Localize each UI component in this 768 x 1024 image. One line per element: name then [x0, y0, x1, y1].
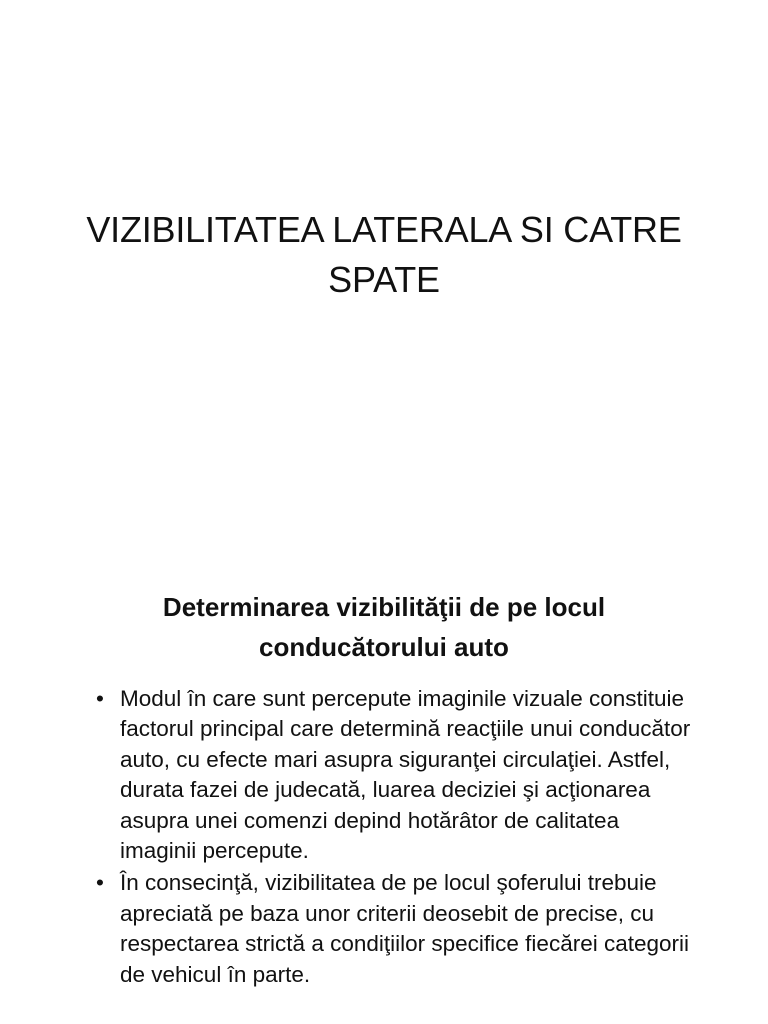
- list-item: [96, 868, 696, 990]
- bullet-text: Modul în care sunt percepute imaginile vizuale constituie factorul principal care determină reacţiile unui conducător auto, cu efecte mari asupra siguranţei circulaţiei. Astfel, durata fazei de judecată, luarea deciziei şi acţionarea asupra unei comenzi depind hotărâtor de calitatea imaginii percepute.: [120, 686, 691, 864]
- slide-title: VIZIBILITATEA LATERALA SI CATRE SPATE: [86, 209, 682, 300]
- bullet-icon: •: [96, 686, 104, 711]
- section-heading: Determinarea vizibilităţii de pe locul conducătorului auto: [162, 592, 606, 662]
- list-item: [96, 684, 696, 866]
- bullet-list: [96, 684, 696, 992]
- bullet-icon: •: [96, 870, 104, 896]
- bullet-text: În consecinţă, vizibilitatea de pe locul şoferului trebuie apreciată pe baza unor criterii deosebit de precise, cu respectarea strictă a condiţiilor specifice fiecărei categorii de vehicul în parte.: [120, 870, 690, 987]
